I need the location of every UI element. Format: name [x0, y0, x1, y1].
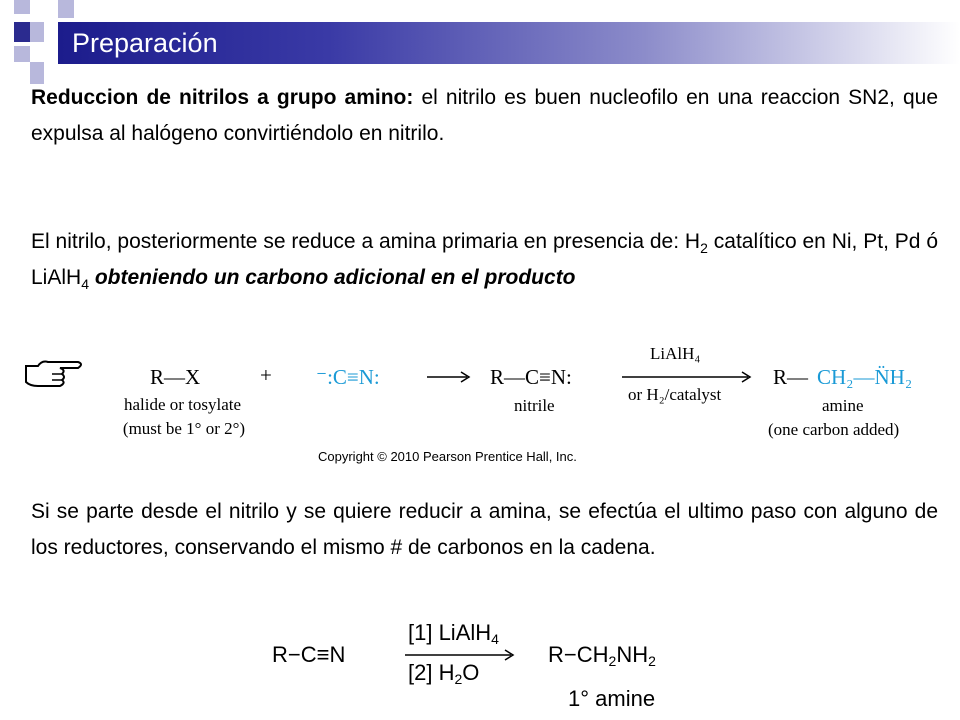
paragraph-text-2: catalítico en Ni, Pt, Pd ó LiAlH [31, 230, 938, 289]
subscript-lialh4: 4 [81, 276, 89, 292]
nitrile-caption: nitrile [514, 396, 555, 415]
nitrile-formula: R—C≡N: [490, 365, 572, 389]
scheme2-step2 [408, 660, 479, 686]
plus-sign: + [260, 363, 272, 387]
reaction-arrow-2 [622, 370, 754, 384]
step2-subscript: 2 [454, 671, 463, 687]
amine-caption-2: (one carbon added) [768, 420, 900, 439]
scheme2-step1 [408, 620, 499, 646]
copyright-notice: Copyright © 2010 Pearson Prentice Hall, Inc. [318, 449, 577, 464]
pointing-hand-icon [22, 356, 86, 394]
paragraph-emphasis: obteniendo un carbono adicional en el producto [94, 266, 576, 289]
halide-caption-2: (must be 1° or 2°) [122, 419, 246, 438]
paragraph-lead: Reduccion de nitrilos a grupo amino: [31, 86, 414, 109]
reagent-top: LiAlH₄ [650, 344, 701, 363]
reagent-bottom: or H₂/catalyst [628, 385, 722, 404]
amine-r-group: R— [773, 365, 809, 389]
step1-subscript: 4 [491, 631, 499, 647]
paragraph-body: el nitrilo es buen nucleofilo en una reaccion SN2, que expulsa al halógeno convirtiéndolo en nitrilo. [31, 86, 938, 145]
product-subscript-2: 2 [648, 653, 656, 669]
slide-title: Preparación [72, 28, 218, 58]
scheme2-product [548, 642, 656, 668]
product-text-a: R−CH [548, 642, 609, 667]
scheme2-product-label: 1° amine [568, 686, 656, 711]
decor-square-light-2 [58, 0, 74, 18]
decor-square-light-1 [14, 0, 30, 14]
step1-text: [1] LiAlH [408, 620, 492, 645]
decor-square-light-4 [14, 46, 30, 62]
product-text-b: NH [616, 642, 649, 667]
cyanide-ion: ⁻:C≡N: [316, 365, 380, 389]
halide-caption-1: halide or tosylate [123, 395, 242, 414]
subscript-h2: 2 [700, 240, 708, 256]
decor-square-dark [14, 22, 30, 42]
scheme2-reactant: R−C≡N [272, 642, 346, 667]
step2-text-a: [2] H [408, 660, 455, 685]
amine-caption-1: amine [822, 396, 864, 415]
paragraph-text-1: El nitrilo, posteriormente se reduce a amina primaria en presencia de: H [31, 230, 701, 253]
reaction-arrow-1 [427, 370, 473, 384]
paragraph-reduction-conditions [31, 224, 938, 296]
product-subscript-1: 2 [608, 653, 617, 669]
decor-square-light-3 [30, 22, 44, 42]
paragraph-direct-reduction: Si se parte desde el nitrilo y se quiere reducir a amina, se efectúa el ultimo paso con alguno de los reductores, conservando el mismo # de carbonos en la cadena. [31, 500, 938, 559]
step2-text-b: O [462, 660, 480, 685]
halide-formula: R—X [150, 365, 201, 389]
paragraph-reduction [31, 80, 938, 152]
amine-group: CH₂—N̈H₂ [817, 365, 913, 389]
